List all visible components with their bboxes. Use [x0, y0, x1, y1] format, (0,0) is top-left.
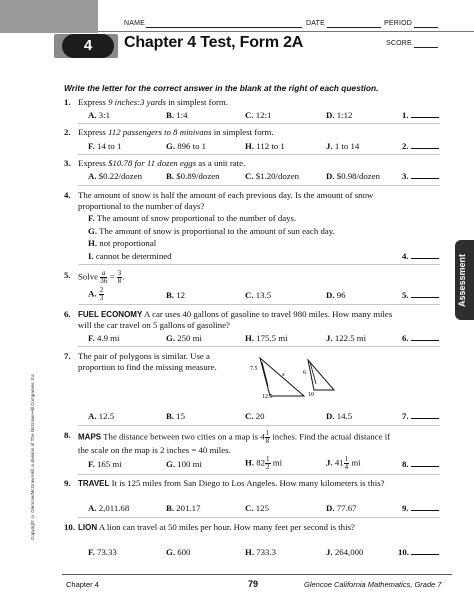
- footer-rule: [62, 574, 452, 575]
- option-9c[interactable]: C. 125: [245, 503, 269, 513]
- divider: [78, 425, 440, 426]
- option-8g[interactable]: G. 100 mi: [166, 459, 202, 469]
- page-title: Chapter 4 Test, Form 2A: [124, 34, 304, 51]
- divider: [78, 304, 440, 305]
- question-3: [64, 158, 393, 169]
- option-3a[interactable]: A. $0.22/dozen: [88, 171, 143, 181]
- footer-chapter: Chapter 4: [66, 580, 99, 589]
- question-number: 6.: [64, 309, 71, 319]
- option-9b[interactable]: B. 201.17: [166, 503, 201, 513]
- question-text: Solve: [78, 271, 99, 282]
- question-8: 8. MAPS The distance between two cities on a map is 4 $\frac{1}{8}$ inches. Find the actual distance if the scale on the map is 2 inches = 40 miles.: [64, 429, 391, 455]
- answer-blank-9[interactable]: 9.: [402, 503, 439, 513]
- question-text: The distance between two cities on a map is 4: [103, 431, 265, 442]
- question-number: 4.: [64, 190, 71, 200]
- option-3c[interactable]: C. $1.20/dozen: [245, 171, 300, 181]
- question-text-italic: $10.78 for 11 dozen eggs: [108, 158, 197, 168]
- question-text-after: inches. Find the actual distance if the scale on the map is 2 inches = 40 miles.: [78, 431, 391, 455]
- option-4h[interactable]: H. not proportional: [88, 238, 157, 248]
- instructions: Write the letter for the correct answer in the blank at the right of each question.: [64, 83, 379, 93]
- header-band: [0, 0, 98, 33]
- question-text-italic: 112 passengers to 8 minivans: [108, 127, 212, 137]
- option-2j[interactable]: J. 1 to 14: [326, 141, 360, 151]
- answer-blank-2[interactable]: 2.: [402, 141, 439, 151]
- option-7a[interactable]: A. 12.5: [88, 411, 115, 421]
- small-triangle: [308, 360, 334, 390]
- large-triangle-inner: [262, 362, 268, 386]
- answer-blank-1[interactable]: 1.: [402, 110, 439, 120]
- question-keyword: TRAVEL: [78, 479, 110, 488]
- option-1d[interactable]: D. 1:12: [326, 110, 353, 120]
- label-big-right: x: [282, 372, 285, 378]
- answer-blank-7[interactable]: 7.: [402, 411, 439, 421]
- divider: [78, 474, 440, 475]
- option-6g[interactable]: G. 250 mi: [166, 333, 202, 343]
- option-8h[interactable]: H. 82 $\frac{1}{2}$ mi: [245, 455, 283, 471]
- option-10f[interactable]: F. 73.33: [88, 547, 117, 557]
- question-text: Express: [78, 97, 109, 107]
- label-small-left: 6: [303, 370, 306, 376]
- question-text: A lion can travel at 50 miles per hour. How many feet per second is this?: [98, 522, 355, 532]
- question-number: 2.: [64, 127, 71, 137]
- date-label: DATE: [306, 20, 325, 27]
- answer-blank-10[interactable]: 10.: [398, 547, 439, 557]
- divider: [78, 154, 440, 155]
- chapter-badge: 4: [62, 34, 114, 58]
- question-number: 8.: [64, 430, 71, 440]
- question-number: 5.: [64, 270, 71, 280]
- divider: [78, 346, 440, 347]
- date-blank[interactable]: [327, 27, 381, 28]
- question-number: 7.: [64, 351, 71, 361]
- question-6: [64, 309, 393, 331]
- question-text-italic: 9 inches:3 yards: [108, 97, 166, 107]
- question-4: [64, 190, 393, 212]
- option-10g[interactable]: G. 600: [166, 547, 191, 557]
- question-text: The pair of polygons is similar. Use a proportion to find the missing measure.: [78, 351, 217, 373]
- label-big-base: 12.5: [262, 394, 273, 400]
- score-label: SCORE: [386, 40, 412, 47]
- option-7b[interactable]: B. 15: [166, 411, 186, 421]
- question-9: [64, 478, 393, 489]
- answer-blank-3[interactable]: 3.: [402, 171, 439, 181]
- option-2f[interactable]: F. 14 to 1: [88, 141, 122, 151]
- question-7: [64, 351, 248, 373]
- option-10j[interactable]: J. 264,000: [326, 547, 364, 557]
- name-label: NAME: [124, 20, 146, 27]
- equation-left-fraction: $\frac{a}{36}$: [100, 269, 108, 285]
- question-text: Express: [78, 158, 109, 168]
- option-8f[interactable]: F. 165 mi: [88, 459, 122, 469]
- question-10: [64, 522, 393, 533]
- option-1c[interactable]: C. 12:1: [245, 110, 272, 120]
- option-1b[interactable]: B. 1:4: [166, 110, 188, 120]
- name-blank[interactable]: [146, 27, 302, 28]
- question-1: [64, 97, 393, 108]
- option-8j[interactable]: J. 41 $\frac{1}{4}$ mi: [326, 455, 361, 471]
- label-small-base: 10: [308, 392, 314, 398]
- divider: [78, 123, 440, 124]
- copyright-notice: Copyright © Glencoe/McGraw-Hill, a division of The McGraw-Hill Companies, Inc.: [30, 372, 35, 540]
- divider: [78, 185, 440, 186]
- question-text-after: in simplest form.: [165, 97, 228, 107]
- question-5: 5. Solve $\frac{a}{36}$ = $\frac{3}{8}$ .: [64, 269, 125, 285]
- question-text: Express: [78, 127, 109, 137]
- option-9d[interactable]: D. 77.67: [326, 503, 357, 513]
- option-7c[interactable]: C. 20: [245, 411, 265, 421]
- option-10h[interactable]: H. 733.3: [245, 547, 277, 557]
- option-3b[interactable]: B. $0.89/dozen: [166, 171, 220, 181]
- option-6j[interactable]: J. 122.5 mi: [326, 333, 367, 343]
- answer-blank-8[interactable]: 8.: [402, 459, 439, 469]
- question-text: The amount of snow is half the amount of each previous day. Is the amount of snow proportional to the number of days?: [78, 190, 374, 212]
- option-5b[interactable]: B. 12: [166, 290, 186, 300]
- footer-book-title: Glencoe California Mathematics, Grade 7: [304, 580, 442, 589]
- question-text-after: as a unit rate.: [196, 158, 246, 168]
- option-5d[interactable]: D. 96: [326, 290, 346, 300]
- equation-right-fraction: $\frac{3}{8}$: [117, 269, 122, 285]
- assessment-tab-label: Assessment: [457, 253, 467, 307]
- option-3d[interactable]: D. $0.98/dozen: [326, 171, 381, 181]
- label-big-left: 7.5: [250, 366, 258, 372]
- option-9a[interactable]: A. 2,011.68: [88, 503, 130, 513]
- question-number: 3.: [64, 158, 71, 168]
- page-number: 79: [248, 579, 259, 589]
- question-keyword: FUEL ECONOMY: [78, 310, 143, 319]
- question-text-after: in simplest form.: [211, 127, 274, 137]
- score-blank[interactable]: [414, 47, 438, 48]
- option-6h[interactable]: H. 175.5 mi: [245, 333, 288, 343]
- question-text: A car uses 40 gallons of gasoline to travel 980 miles. How many miles will the car travel on 5 gallons of gasoline?: [78, 309, 393, 331]
- question-keyword: LION: [78, 523, 98, 532]
- divider: [78, 264, 440, 265]
- option-2g[interactable]: G. 896 to 1: [166, 141, 207, 151]
- option-4i[interactable]: I. cannot be determined: [88, 251, 172, 261]
- similar-triangles-figure: [246, 352, 346, 402]
- option-6f[interactable]: F. 4.9 mi: [88, 333, 120, 343]
- question-number: 1.: [64, 97, 71, 107]
- option-4f[interactable]: F. The amount of snow proportional to the number of days.: [88, 213, 297, 223]
- question-text: It is 125 miles from San Diego to Los Angeles. How many kilometers is this?: [111, 478, 385, 488]
- header-rule: [98, 31, 474, 32]
- divider: [78, 517, 440, 518]
- period-label: PERIOD: [384, 20, 413, 27]
- option-5a[interactable]: A. $\frac{2}{3}$: [88, 286, 104, 302]
- option-1a[interactable]: A. 3:1: [88, 110, 111, 120]
- period-blank[interactable]: [414, 27, 438, 28]
- option-4g[interactable]: G. The amount of snow is proportional to the amount of sun each day.: [88, 226, 335, 236]
- answer-blank-6[interactable]: 6.: [402, 333, 439, 343]
- option-5c[interactable]: C. 13.5: [245, 290, 272, 300]
- answer-blank-4[interactable]: 4.: [402, 251, 439, 261]
- question-keyword: MAPS: [78, 432, 102, 442]
- option-7d[interactable]: D. 14.5: [326, 411, 353, 421]
- question-number: 10.: [64, 522, 75, 532]
- option-2h[interactable]: H. 112 to 1: [245, 141, 285, 151]
- answer-blank-5[interactable]: 5.: [402, 290, 439, 300]
- question-2: [64, 127, 393, 138]
- question-number: 9.: [64, 478, 71, 488]
